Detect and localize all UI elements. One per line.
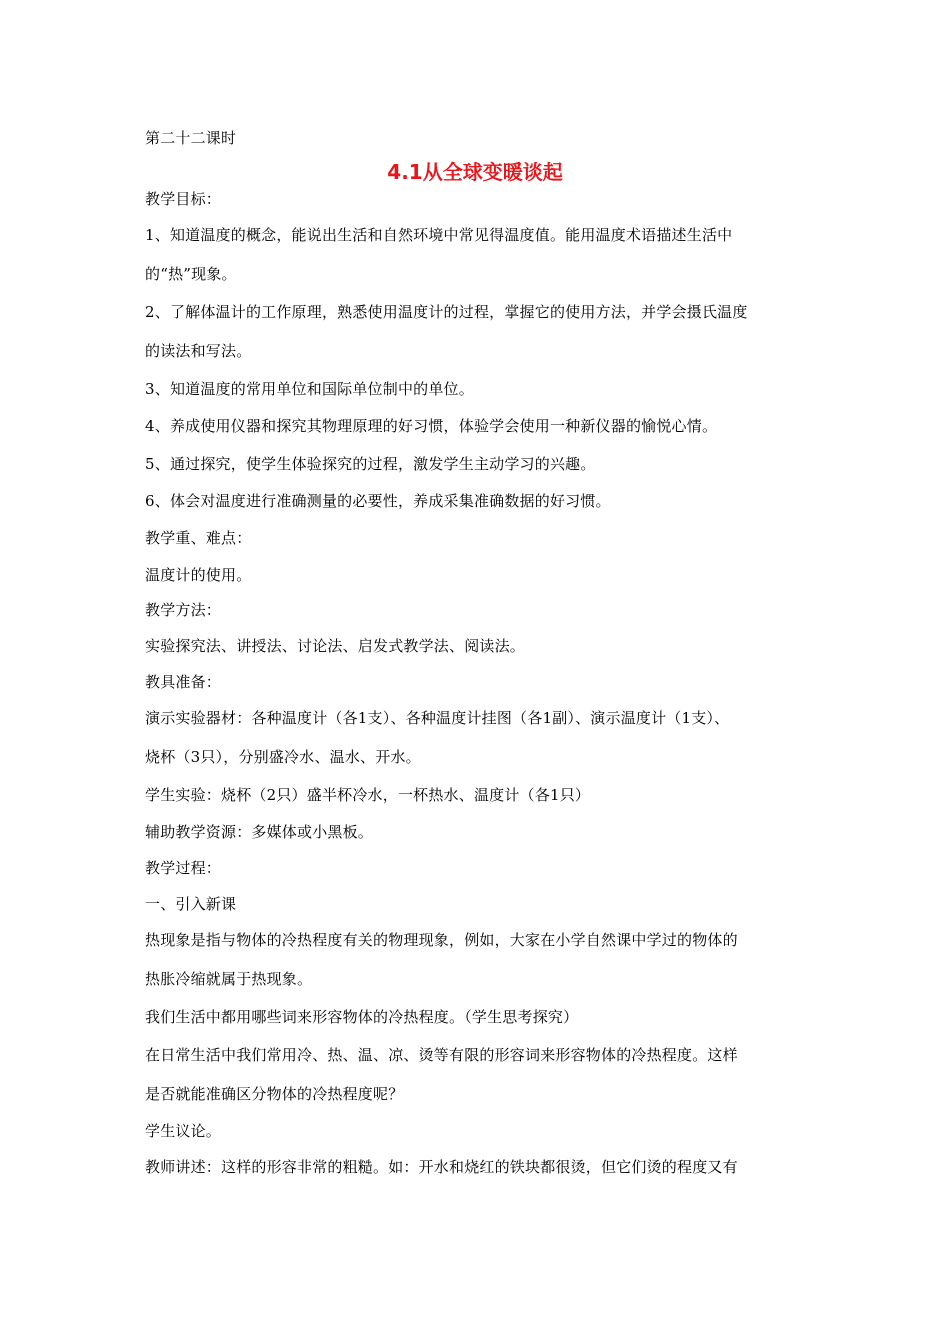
paragraph-line: 辅助教学资源：多媒体或小黑板。 (145, 823, 374, 841)
paragraph-line: 5、通过探究，使学生体验探究的过程，激发学生主动学习的兴趣。 (145, 455, 596, 473)
paragraph-line: 3、知道温度的常用单位和国际单位制中的单位。 (145, 380, 474, 398)
paragraph-line: 学生议论。 (145, 1122, 222, 1140)
section-heading-process: 教学过程： (145, 859, 222, 877)
paragraph-line: 我们生活中都用哪些词来形容物体的冷热程度。（学生思考探究） (145, 1008, 579, 1026)
paragraph-line: 教师讲述：这样的形容非常的粗糙。如：开水和烧红的铁块都很烫，但它们烫的程度又有 (145, 1158, 738, 1176)
paragraph-line: 4、养成使用仪器和探究其物理原理的好习惯，体验学会使用一种新仪器的愉悦心情。 (145, 417, 718, 435)
paragraph-line: 热现象是指与物体的冷热程度有关的物理现象，例如，大家在小学自然课中学过的物体的 (145, 931, 738, 949)
paragraph-line: 6、体会对温度进行准确测量的必要性，养成采集准确数据的好习惯。 (145, 492, 611, 510)
paragraph-line: 1、知道温度的概念，能说出生活和自然环境中常见得温度值。能用温度术语描述生活中 (145, 226, 733, 244)
paragraph-line: 热胀冷缩就属于热现象。 (145, 970, 313, 988)
paragraph-line: 烧杯（3只），分别盛冷水、温水、开水。 (145, 748, 421, 766)
subsection-heading: 一、引入新课 (145, 895, 237, 913)
paragraph-line: 温度计的使用。 (145, 566, 252, 584)
document-title: 4.1从全球变暖谈起 (387, 160, 563, 184)
lesson-label: 第二十二课时 (145, 129, 237, 147)
section-heading-key-points: 教学重、难点： (145, 529, 252, 547)
paragraph-line: 2、了解体温计的工作原理，熟悉使用温度计的过程，掌握它的使用方法，并学会摄氏温度 (145, 303, 748, 321)
paragraph-line: 实验探究法、讲授法、讨论法、启发式教学法、阅读法。 (145, 637, 526, 655)
paragraph-line: 演示实验器材：各种温度计（各1支）、各种温度计挂图（各1副）、演示温度计（1支）、 (145, 709, 730, 727)
paragraph-line: 学生实验：烧杯（2只）盛半杯冷水，一杯热水、温度计（各1只） (145, 786, 591, 804)
paragraph-line: 的读法和写法。 (145, 342, 252, 360)
paragraph-line: 在日常生活中我们常用冷、热、温、凉、烫等有限的形容词来形容物体的冷热程度。这样 (145, 1046, 738, 1064)
paragraph-line: 的“热”现象。 (145, 265, 237, 283)
section-heading-objectives: 教学目标： (145, 190, 222, 208)
section-heading-methods: 教学方法： (145, 601, 222, 619)
paragraph-line: 是否就能准确区分物体的冷热程度呢？ (145, 1085, 404, 1103)
section-heading-equipment: 教具准备： (145, 673, 222, 691)
